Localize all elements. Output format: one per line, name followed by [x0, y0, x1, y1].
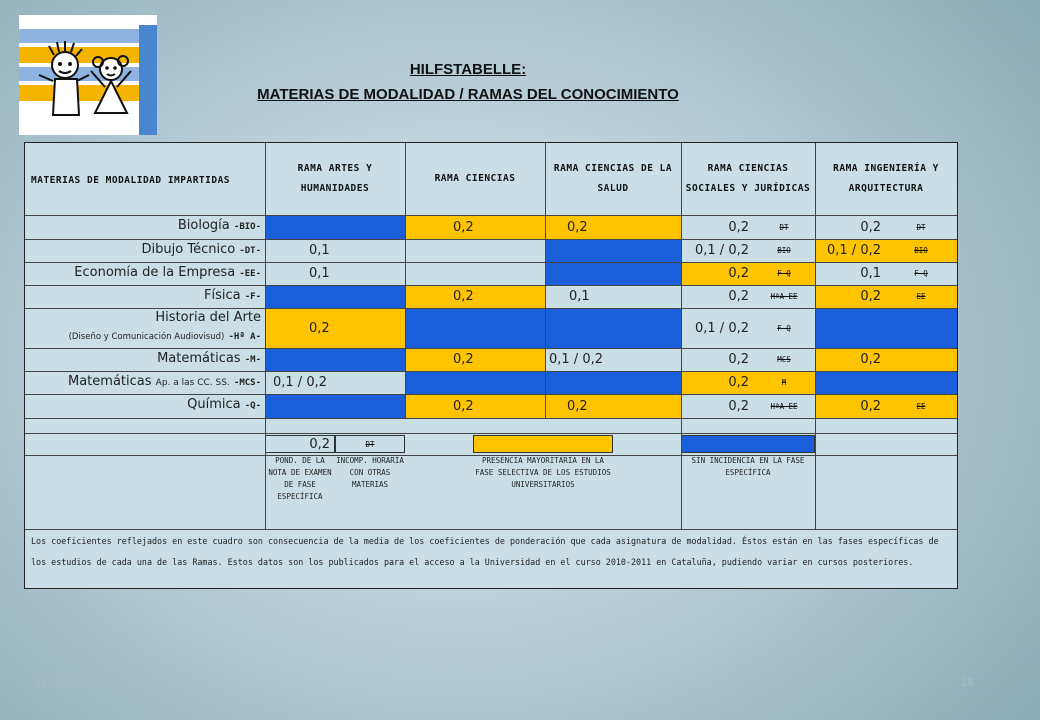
cell-quimica-sociales: 0,2: [728, 398, 749, 414]
grid-line: [25, 308, 957, 309]
note-dibujo-ing: BIO: [885, 239, 957, 262]
cell-historia-salud: [545, 308, 681, 348]
footnote-text: Los coeficientes reflejados en este cuadro son consecuencia de la media de los coeficientes de ponderación que cada asignatura de modalidad. Éstos están en las fases específicas de los estudios de cada una de las Ramas. Estos datos son los publicados para el acceso a la Universidad en el curso 2010-2011 en Cataluña, pudiendo variar en cursos posteriores.: [31, 536, 939, 567]
cell-historia-ciencias: [405, 308, 545, 348]
grid-line: [25, 455, 957, 456]
legend-sample-value: 0,2: [265, 435, 335, 453]
grid-line: [25, 348, 957, 349]
grid-line: [25, 529, 957, 530]
legend-sample-note: DT: [335, 435, 405, 453]
note-quimica-ing: EE: [885, 394, 957, 418]
header-materias: MATERIAS DE MODALIDAD IMPARTIDAS: [31, 175, 231, 186]
cell-biologia-artes: [265, 215, 405, 239]
grid-line: [25, 418, 957, 419]
grid-line: [25, 394, 957, 395]
row-label-dibujo: Dibujo Técnico -DT-: [141, 242, 261, 257]
cell-matematicas-ing: 0,2: [815, 348, 885, 371]
cell-economia-sociales: 0,2: [681, 262, 753, 285]
cell-fisica-salud: 0,1: [569, 289, 590, 304]
cell-matematicas-ciencias: 0,2: [405, 348, 545, 371]
cell-dibujo-salud: [545, 239, 681, 262]
note-quimica-sociales: HªA EE: [770, 401, 798, 411]
cell-economia-ing: 0,1: [860, 266, 881, 281]
row-label-matematicas-ccss: Matemáticas Ap. a las CC. SS. -MCS-: [68, 374, 261, 389]
legend-blue-swatch: [681, 435, 815, 453]
cell-mcs-artes: 0,1 / 0,2: [273, 375, 327, 390]
cell-dibujo-sociales: 0,1 / 0,2: [695, 243, 749, 258]
page-subtitle: MATERIAS DE MODALIDAD / RAMAS DEL CONOCIMIENTO: [257, 86, 679, 103]
footer-date: 12/02/2013: [34, 676, 98, 689]
cell-fisica-sociales: 0,2: [728, 289, 749, 304]
note-fisica-ing: EE: [885, 285, 957, 308]
grid-line: [25, 262, 957, 263]
grid-line: [815, 143, 816, 529]
cell-fisica-ciencias: 0,2: [405, 285, 545, 308]
cell-matematicas-artes: [265, 348, 405, 371]
cell-quimica-ciencias: 0,2: [405, 394, 545, 418]
row-label-fisica: Física -F-: [204, 288, 261, 303]
cell-matematicas-ing-fill: [885, 348, 957, 371]
footer-page-number: 18: [960, 676, 974, 689]
grid-line: [25, 371, 957, 372]
cell-historia-artes: 0,2: [265, 308, 405, 348]
cell-quimica-salud: 0,2: [545, 394, 681, 418]
cell-biologia-ing: 0,2: [860, 219, 881, 235]
cell-economia-salud: [545, 262, 681, 285]
legend-sin-text: SIN INCIDENCIA EN LA FASE ESPECÍFICA: [691, 456, 805, 477]
cell-mcs-ciencias: [405, 371, 545, 394]
legend-presencia-text: PRESENCIA MAYORITARIA EN LA FASE SELECTIVA DE LOS ESTUDIOS UNIVERSITARIOS: [475, 456, 611, 489]
legend-incomp-text: INCOMP. HORARIA CON OTRAS MATERIAS: [336, 456, 404, 489]
grid-line: [405, 143, 406, 418]
cell-matematicas-salud: 0,1 / 0,2: [549, 352, 603, 367]
cell-biologia-salud: 0,2: [545, 215, 681, 239]
cell-economia-artes: 0,1: [309, 266, 330, 281]
header-ciencias: RAMA CIENCIAS: [434, 173, 516, 184]
page-title: HILFSTABELLE:: [409, 61, 527, 78]
note-economia-sociales: F Q: [753, 262, 815, 285]
cell-matematicas-sociales: 0,2: [728, 352, 749, 367]
cell-biologia-ciencias: 0,2: [405, 215, 545, 239]
cell-quimica-artes: [265, 394, 405, 418]
grid-line: [25, 433, 957, 434]
row-label-economia: Economía de la Empresa -EE-: [74, 265, 261, 280]
grid-line: [265, 143, 266, 529]
cell-dibujo-ing: 0,1 / 0,2: [815, 239, 885, 262]
note-fisica-sociales: HªA EE: [770, 292, 798, 301]
note-biologia-sociales: DT: [779, 222, 789, 232]
header-artes: RAMA ARTES Y HUMANIDADES: [297, 163, 373, 194]
cell-mcs-ing: [815, 371, 957, 394]
grid-line: [25, 215, 957, 216]
cell-historia-ing: [815, 308, 957, 348]
cell-dibujo-artes: 0,1: [309, 243, 330, 258]
header-ingenieria: RAMA INGENIERÍA Y ARQUITECTURA: [833, 163, 939, 194]
note-historia-sociales: F Q: [777, 323, 791, 333]
cell-fisica-ing: 0,2: [815, 285, 885, 308]
legend-yellow-swatch: [473, 435, 613, 453]
header-salud: RAMA CIENCIAS DE LA SALUD: [553, 163, 673, 194]
cell-quimica-ing: 0,2: [815, 394, 885, 418]
legend-pond-text: POND. DE LA NOTA DE EXAMEN DE FASE ESPECÍFICA: [268, 456, 332, 501]
note-economia-ing: F Q: [914, 269, 928, 278]
note-biologia-ing: DT: [916, 222, 926, 232]
row-label-quimica: Química -Q-: [187, 397, 261, 412]
grid-line: [25, 239, 957, 240]
logo-kids-image: [19, 15, 157, 135]
note-mcs-sociales: M: [753, 371, 815, 394]
cell-biologia-sociales: 0,2: [728, 219, 749, 235]
cell-mcs-sociales: 0,2: [681, 371, 753, 394]
grid-line: [25, 285, 957, 286]
row-label-biologia: Biología -BIO-: [177, 218, 261, 233]
materias-table: [24, 142, 958, 589]
row-label-historia: Historia del Arte (Diseño y Comunicación Audiovisud) -Hª A-: [68, 310, 261, 342]
row-label-matematicas: Matemáticas -M-: [157, 351, 261, 366]
cell-mcs-salud: [545, 371, 681, 394]
grid-line: [545, 143, 546, 418]
header-sociales: RAMA CIENCIAS SOCIALES Y JURÍDICAS: [685, 163, 811, 194]
cell-fisica-artes: [265, 285, 405, 308]
note-dibujo-sociales: BIO: [777, 246, 791, 255]
note-matematicas-sociales: MCS: [777, 355, 791, 364]
cell-historia-sociales: 0,1 / 0,2: [695, 320, 749, 336]
grid-line: [681, 143, 682, 529]
